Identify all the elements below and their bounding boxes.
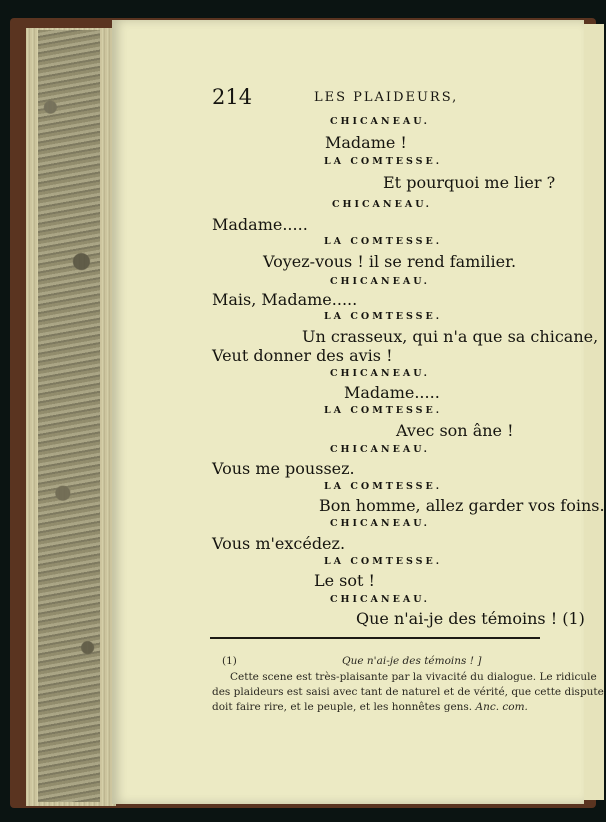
speaker-label: CHICANEAU.	[330, 594, 430, 605]
dialogue-line: Madame.....	[212, 215, 308, 234]
speaker-label: CHICANEAU.	[330, 444, 430, 455]
running-head: LES PLAIDEURS,	[314, 90, 459, 105]
dialogue-line: Vous me poussez.	[212, 459, 355, 478]
footnote-line: des plaideurs est saisi avec tant de naturel et de vérité, que cette dispute	[212, 686, 604, 698]
speaker-label: CHICANEAU.	[330, 276, 430, 287]
dialogue-line: Madame.....	[344, 383, 440, 402]
footnote-rule	[210, 637, 540, 639]
dialogue-line: Un crasseux, qui n'a que sa chicane,	[302, 327, 599, 346]
dialogue-line: Madame !	[325, 133, 407, 152]
speaker-label: CHICANEAU.	[330, 116, 430, 127]
footnote-signature: Anc. com.	[475, 701, 528, 713]
dialogue-line: Le sot !	[314, 571, 375, 590]
footnote-line: Cette scene est très-plaisante par la vivacité du dialogue. Le ridicule	[230, 671, 597, 683]
dialogue-line: Bon homme, allez garder vos foins.	[319, 496, 605, 515]
speaker-label: LA COMTESSE.	[324, 481, 443, 492]
dialogue-line: Veut donner des avis !	[212, 346, 393, 365]
footnote-marker: (1)	[222, 655, 237, 667]
dialogue-line: Vous m'excédez.	[212, 534, 346, 553]
facing-page-edge	[584, 24, 604, 800]
speaker-label: CHICANEAU.	[332, 199, 432, 210]
speaker-label: LA COMTESSE.	[324, 556, 443, 567]
dialogue-line: Mais, Madame.....	[212, 290, 358, 309]
speaker-label: LA COMTESSE.	[324, 311, 443, 322]
page-number: 214	[212, 85, 253, 109]
speaker-label: CHICANEAU.	[330, 368, 430, 379]
dialogue-line: Que n'ai-je des témoins ! (1)	[356, 609, 585, 628]
speaker-label: LA COMTESSE.	[324, 405, 443, 416]
dialogue-line: Et pourquoi me lier ?	[383, 173, 556, 192]
dialogue-line: Voyez-vous ! il se rend familier.	[263, 252, 517, 271]
speaker-label: LA COMTESSE.	[324, 156, 443, 167]
speaker-label: LA COMTESSE.	[324, 236, 443, 247]
speaker-label: CHICANEAU.	[330, 518, 430, 529]
footnote-lemma: Que n'ai-je des témoins ! ]	[342, 655, 482, 667]
dialogue-line: Avec son âne !	[396, 421, 514, 440]
marbled-edge	[38, 30, 100, 802]
footnote-line-last: doit faire rire, et le peuple, et les honnêtes gens. Anc. com.	[212, 701, 528, 713]
